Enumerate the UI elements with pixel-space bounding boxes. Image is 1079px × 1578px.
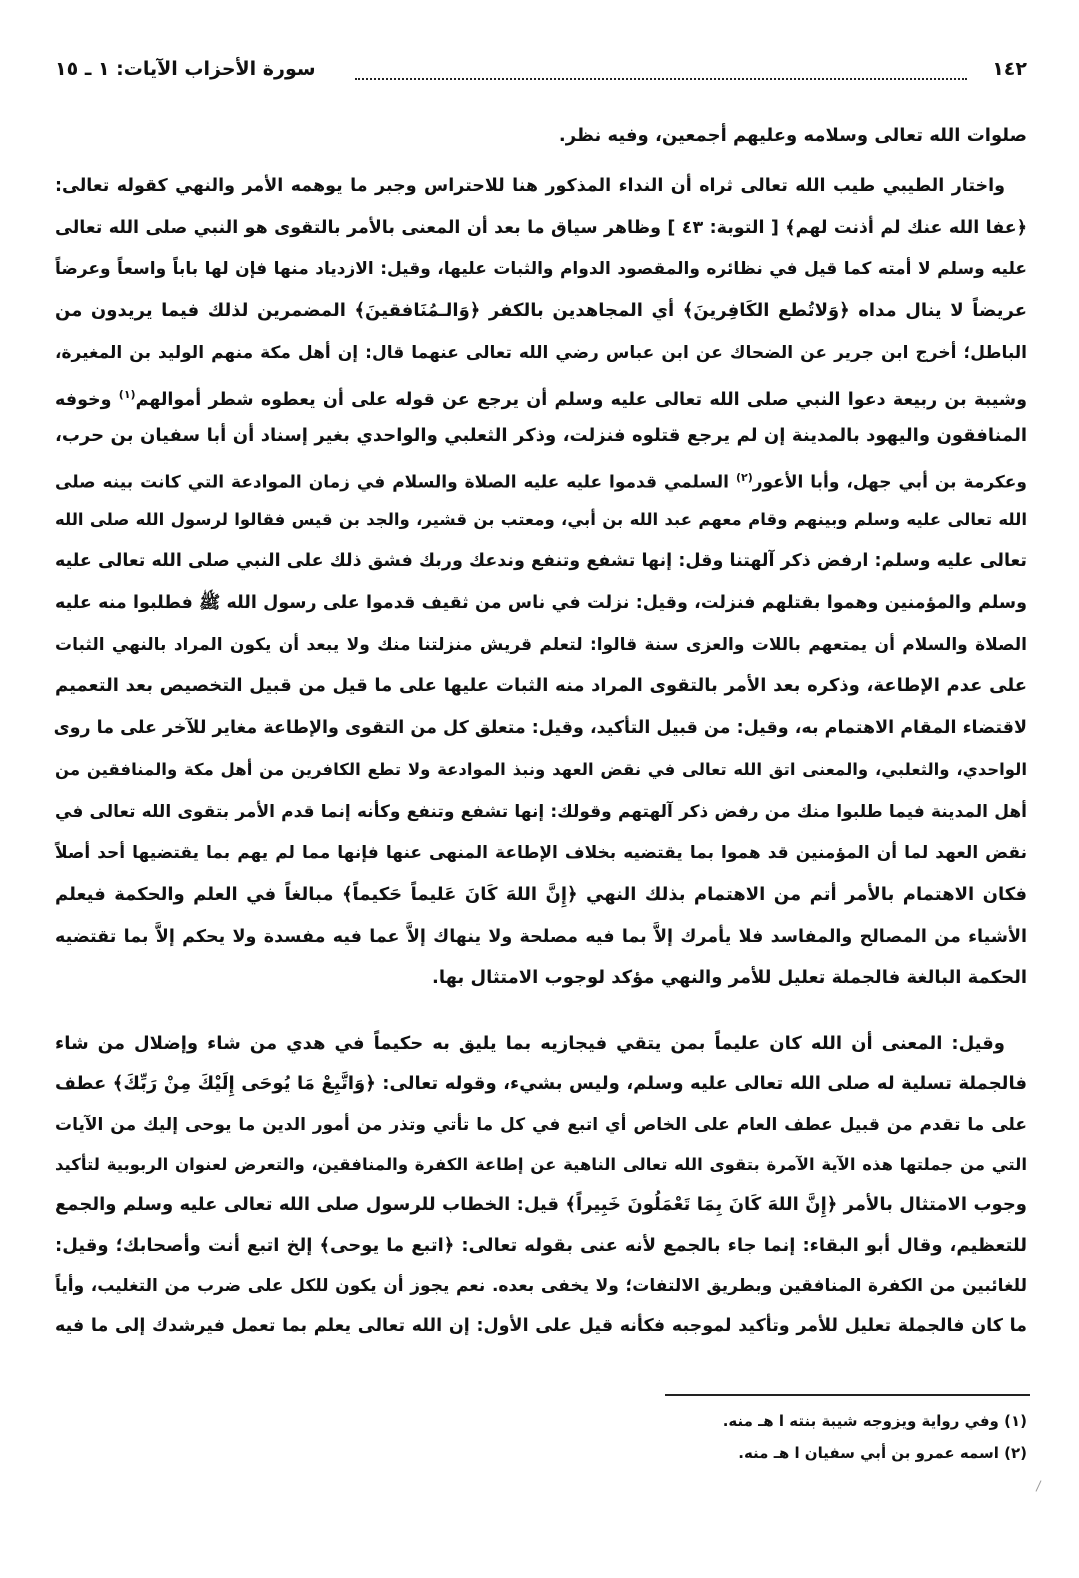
line-text: السلمي قدموا عليه عليه الصلاة والسلام في زمان الموادعة التي كانت بينه صلى bbox=[55, 472, 736, 493]
text-line bbox=[55, 251, 1027, 287]
text-line bbox=[55, 794, 1027, 830]
line-text: على ما تقدم من قبيل عطف العام على الخاص أي اتبع في كل ما تأتي وتذر من أمور الدين ما يوحى إليك من الآيات bbox=[55, 1114, 1027, 1135]
line-text: التي من جملتها هذه الآية الآمرة بتقوى الله تعالى الناهية عن إطاعة الكفرة والمنافقين، والتعرض لعنوان الربوبية لتأكيد bbox=[55, 1154, 1027, 1174]
line-text: لاقتضاء المقام الاهتمام به، وقيل: من قبيل التأكيد، وقيل: متعلق كل من التقوى والإطاعة مغاير للآخر على ما روى bbox=[53, 718, 1027, 739]
footnote-number: (٢) bbox=[1004, 1444, 1027, 1462]
line-text: فكان الاهتمام بالأمر أتم من الاهتمام بذلك النهي ﴿إِنَّ اللهَ كَانَ عَليماً حَكيماً﴾ مبالغاً في العلم والحكمة فيعلم bbox=[55, 883, 1027, 905]
line-text: وجوب الامتثال بالأمر ﴿إِنَّ اللهَ كَانَ بِمَا تَعْمَلُونَ خَبِيراً﴾ قيل: الخطاب للرسول صلى الله تعالى عليه وسلم والجمع bbox=[55, 1194, 1027, 1216]
text-line bbox=[55, 877, 1027, 913]
line-text: وقيل: المعنى أن الله كان عليماً بمن يتقي فيجازيه بما يليق به حكيماً في هدي من شاء وإضلال من شاء bbox=[55, 1033, 1005, 1054]
text-line bbox=[55, 919, 1027, 955]
line-text: تعالى عليه وسلم: ارفض ذكر آلهتنا وقل: إنها تشفع وتنفع وندعك وربك فشق ذلك على النبي صلى الله تعالى عليه bbox=[55, 551, 1027, 572]
text-line bbox=[55, 418, 1027, 454]
text-line bbox=[55, 502, 1027, 538]
text-line bbox=[55, 118, 1027, 154]
text-line bbox=[55, 1228, 1027, 1264]
line-text: فالجملة تسلية له صلى الله تعالى عليه وسلم، وليس بشيء، وقوله تعالى: ﴿وَاتَّبِعْ مَا يُوحَى إِلَيْكَ مِنْ رَبِّكَ﴾ عطف bbox=[55, 1073, 1027, 1095]
line-text: الواحدي، والثعلبي، والمعنى اتق الله تعالى في نقض العهد ونبذ الموادعة ولا تطع الكافرين من أهل مكة والمنافقين من bbox=[55, 759, 1027, 779]
text-line bbox=[55, 710, 1027, 746]
line-text: الحكمة البالغة فالجملة تعليل للأمر والنهي مؤكد لوجوب الامتثال بها. bbox=[432, 967, 1027, 989]
footnote-marker[interactable]: (٢) bbox=[735, 470, 753, 484]
line-text: واختار الطيبي طيب الله تعالى ثراه أن النداء المذكور هنا للاحتراس وجبر ما يوهمه الأمر والنهي كقوله تعالى: bbox=[55, 176, 1005, 196]
line-text: عريضاً لا ينال مداه ﴿وَلاتُطع الكَافِرينَ﴾ أي المجاهدين بالكفر ﴿وَالـمُنَافقينَ﴾ المضمرين لذلك فيما يريدون من bbox=[55, 300, 1027, 322]
scan-mark bbox=[1036, 1480, 1042, 1491]
line-text: أهل المدينة فيما طلبوا منك من رفض ذكر آلهتهم وقولك: إنها تشفع وتنفع وكأنه إنما قدم الأمر بتقوى الله تعالى في bbox=[55, 801, 1027, 822]
line-text: عليه وسلم لا أمته كما قيل في نظائره والمقصود الدوام والثبات عليها، وقيل: الازدياد منها فإن لها باباً واسعاً وعرضاً bbox=[55, 259, 1027, 280]
text-line bbox=[55, 293, 1027, 329]
text-line bbox=[55, 460, 1027, 496]
text-line bbox=[55, 1187, 1027, 1223]
line-text: ما كان فالجملة تعليل للأمر وتأكيد لموجبه فكأنه قيل على الأول: إن الله تعالى يعلم بما تعمل فيرشدك إلى ما فيه bbox=[55, 1316, 1027, 1337]
running-header bbox=[55, 58, 1027, 92]
line-text: صلوات الله تعالى وسلامه وعليهم أجمعين، وفيه نظر. bbox=[558, 125, 1027, 146]
leader-dots bbox=[355, 70, 967, 80]
text-line bbox=[55, 543, 1027, 579]
line-text: وسلم والمؤمنين وهموا بقتلهم فنزلت، وقيل: نزلت في ناس من ثقيف قدموا على رسول الله ﷺ فطلبوا منه عليه bbox=[55, 593, 1027, 613]
text-line bbox=[55, 835, 1027, 871]
text-line bbox=[55, 752, 1027, 788]
line-text: وشيبة بن ربيعة دعوا النبي صلى الله تعالى عليه وسلم أن يرجع عن قوله على أن يعطوه شطر أموالهم bbox=[135, 389, 1027, 410]
line-text: نقض العهد لما أن المؤمنين قد هموا بما يقتضيه بخلاف الإطاعة المنهى عنها فإنها مما لم يهم بما يقتضيها أحد أصلاً bbox=[55, 843, 1027, 864]
text-line bbox=[55, 168, 1027, 204]
footnote-text: وفي رواية ويزوجه شيبة بنته ا هـ منه. bbox=[722, 1412, 999, 1430]
text-line bbox=[55, 210, 1027, 246]
footnote-2 bbox=[738, 1444, 1027, 1462]
text-line bbox=[55, 627, 1027, 663]
footnote-divider bbox=[665, 1394, 1030, 1396]
text-line bbox=[55, 1026, 1027, 1062]
line-text: للتعظيم، وقال أبو البقاء: إنما جاء بالجمع لأنه عنى بقوله تعالى: ﴿اتبع ما يوحى﴾ إلخ اتبع أنت وأصحابك؛ وقيل: bbox=[55, 1234, 1027, 1256]
text-line bbox=[55, 1268, 1027, 1304]
text-line bbox=[55, 1147, 1027, 1183]
text-line bbox=[55, 960, 1027, 996]
text-line bbox=[55, 1308, 1027, 1344]
line-text: الصلاة والسلام أن يمتعهم باللات والعزى سنة قالوا: لتعلم قريش منزلتنا منك ولا يبعد أن يكون المراد بالنهي الثبات bbox=[55, 634, 1027, 655]
line-text: وخوفه bbox=[55, 389, 119, 410]
footnote-text: اسمه عمرو بن أبي سفيان ا هـ منه. bbox=[738, 1444, 999, 1462]
footnote-marker[interactable]: (١) bbox=[118, 387, 136, 401]
line-text: وعكرمة بن أبي جهل، وأبا الأعور bbox=[752, 472, 1027, 493]
text-line bbox=[55, 335, 1027, 371]
line-text: المنافقون واليهود بالمدينة إن لم يرجع قتلوه فنزلت، وذكر الثعلبي والواحدي بغير إسناد أن أبا سفيان بن حرب، bbox=[55, 425, 1027, 447]
text-line bbox=[55, 377, 1027, 413]
text-line bbox=[55, 1066, 1027, 1102]
line-text: الأشياء من المصالح والمفاسد فلا يأمرك إلاَّ بما فيه مصلحة ولا ينهاك إلاَّ عما فيه مفسدة ولا يحكم إلاَّ بما تقتضيه bbox=[55, 926, 1027, 947]
line-text: ﴿عفا الله عنك لم أذنت لهم﴾ [ التوبة: ٤٣ ] وظاهر سياق ما بعد أن المعنى بالأمر بالتقوى هو النبي صلى الله تعالى bbox=[55, 217, 1027, 238]
text-line bbox=[55, 1107, 1027, 1143]
text-line bbox=[55, 585, 1027, 621]
text-line bbox=[55, 668, 1027, 704]
footnote-number: (١) bbox=[1004, 1412, 1027, 1430]
line-text: للغائبين من الكفرة المنافقين وبطريق الالتفات؛ ولا يخفى بعده. نعم يجوز أن يكون للكل على ضرب من التغليب، وأياً bbox=[55, 1275, 1027, 1296]
line-text: الله تعالى عليه وسلم وبينهم وقام معهم عبد الله بن أبي، ومعتب بن قشير، والجد بن قيس فقالوا لرسول الله صلى الله bbox=[55, 509, 1027, 529]
page-number: ١٤٢ bbox=[992, 58, 1027, 80]
line-text: على عدم الإطاعة، وذكره بعد الأمر بالتقوى المراد منه الثبات عليها على ما قيل من قبيل التخصيص بعد التعميم bbox=[55, 675, 1027, 697]
footnote-1 bbox=[723, 1412, 1027, 1430]
running-title: سورة الأحزاب الآيات: ١ ـ ١٥ bbox=[55, 58, 316, 80]
line-text: الباطل؛ أخرج ابن جرير عن الضحاك عن ابن عباس رضي الله تعالى عنهما قال: إن أهل مكة منهم الوليد بن المغيرة، bbox=[55, 342, 1027, 363]
